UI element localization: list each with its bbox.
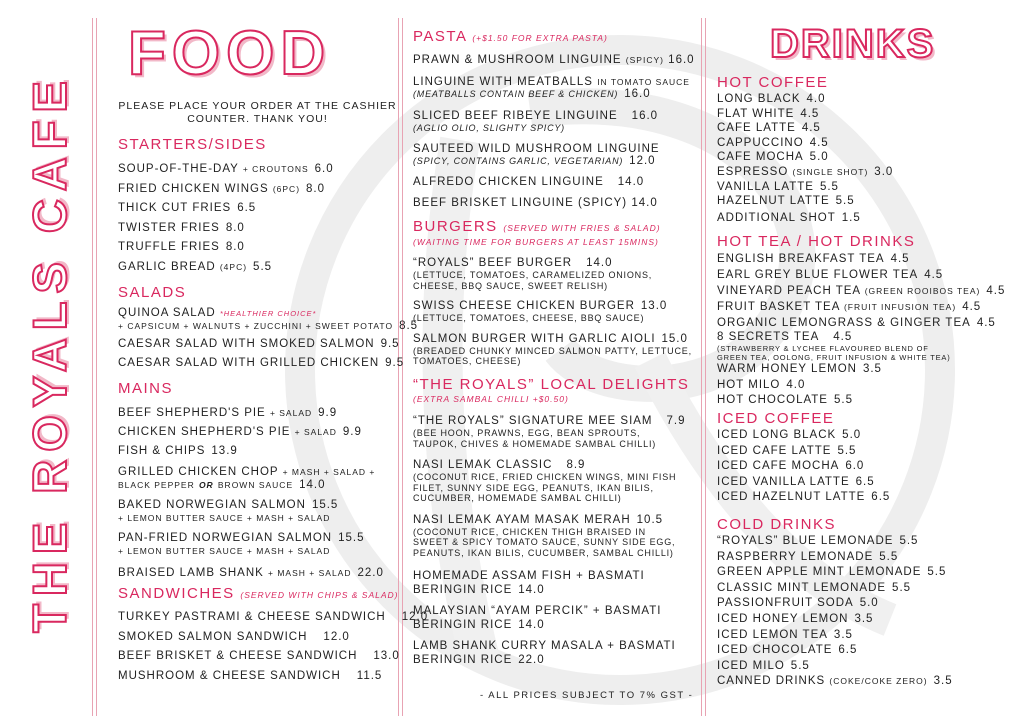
item-name: QUINOA SALAD [118, 307, 216, 319]
item-price: 13.0 [640, 300, 668, 312]
item-name: ORGANIC LEMONGRASS & GINGER TEA [717, 317, 971, 329]
menu-item [118, 404, 384, 423]
item-desc: (COCONUT RICE, CHICKEN THIGH BRAISED IN [413, 526, 646, 537]
item-name: HOMEMADE ASSAM FISH + BASMATI [413, 570, 645, 582]
item-desc: (LETTUCE, TOMATOES, CARAMELIZED ONIONS, [413, 270, 653, 280]
item-name: PAN-FRIED NORWEGIAN SALMON [118, 532, 333, 544]
item-price: 3.5 [862, 363, 882, 375]
item-name: BEEF SHEPHERD'S PIE [118, 407, 266, 419]
menu-item [413, 76, 698, 100]
menu-item [717, 643, 1017, 659]
item-name: CAFE MOCHA [717, 151, 804, 164]
menu-item [717, 136, 1017, 151]
item-name: ICED LEMON TEA [717, 628, 828, 641]
item-desc: TOMATOES, CHEESE) [413, 356, 522, 366]
item-price: 12.0 [401, 611, 429, 623]
item-price: 13.9 [211, 445, 238, 457]
item-extra: + CROUTONS [242, 164, 309, 174]
section-heading: ICED COFFEE [717, 410, 835, 427]
menu-item [118, 532, 384, 558]
menu-item [717, 490, 1017, 506]
item-price: 5.0 [809, 151, 829, 164]
item-price: 5.5 [927, 566, 947, 579]
item-price: 12.0 [629, 154, 656, 167]
item-name: SAUTEED WILD MUSHROOM LINGUINE [413, 142, 660, 155]
item-name: EARL GREY BLUE FLOWER TEA [717, 269, 919, 281]
menu-item [717, 596, 1017, 612]
item-price: 6.0 [845, 460, 865, 472]
item-desc: FILET, SUNNY SIDE EGG, PEANUTS, IKAN BILIS, [413, 482, 654, 493]
item-name: PASSIONFRUIT SODA [717, 597, 854, 610]
item-desc: (LETTUCE, TOMATOES, CHEESE, BBQ SAUCE) [413, 313, 645, 323]
menu-item [413, 415, 698, 449]
item-price: 16.0 [631, 110, 659, 122]
menu-item [717, 121, 1017, 136]
menu-item [118, 199, 334, 219]
item-price: 5.5 [819, 180, 839, 193]
menu-item [118, 160, 334, 180]
item-name: SMOKED SALMON SANDWICH [118, 630, 308, 643]
hot-coffee-section [717, 74, 1017, 226]
item-name: ICED MILO [717, 659, 785, 672]
item-price: 14.0 [586, 257, 613, 269]
item-price: 5.5 [833, 394, 853, 406]
section-heading: “THE ROYALS” LOCAL DELIGHTS [413, 376, 690, 393]
menu-item [118, 258, 334, 278]
item-extra: + MASH + SALAD + [282, 467, 376, 477]
menu-item [717, 194, 1017, 209]
item-price: 15.5 [311, 499, 339, 511]
item-extra: (GREEN ROOIBOS TEA) [864, 286, 981, 296]
item-extra: IN TOMATO SAUCE [597, 77, 690, 87]
menu-item [118, 219, 334, 239]
item-price: 6.5 [871, 491, 891, 503]
mains-section [118, 380, 384, 581]
item-price: 9.9 [342, 426, 362, 438]
menu-item [717, 107, 1017, 122]
item-price: 4.5 [801, 122, 821, 135]
item-name: TRUFFLE FRIES [118, 241, 220, 253]
item-price: 8.0 [225, 221, 245, 234]
menu-item [717, 283, 1017, 299]
item-price: 4.0 [806, 93, 826, 105]
menu-item [413, 514, 698, 559]
menu-item [118, 647, 428, 667]
healthier-hint: *HEALTHIER CHOICE* [219, 309, 317, 318]
item-name: LAMB SHANK CURRY MASALA + BASMATI [413, 640, 676, 652]
item-price: 22.0 [518, 654, 545, 666]
section-heading: HOT COFFEE [717, 74, 829, 91]
item-name: VINEYARD PEACH TEA [717, 285, 861, 297]
item-name: ICED HONEY LEMON [717, 612, 849, 625]
menu-item [717, 534, 1017, 550]
menu-item [717, 565, 1017, 581]
section-heading: SALADS [118, 284, 187, 301]
salads-section [118, 284, 418, 373]
item-price: 11.5 [356, 669, 383, 682]
item-price: 4.5 [976, 317, 996, 329]
item-price: 16.0 [624, 88, 651, 100]
item-price: 3.5 [933, 675, 953, 688]
item-desc: TAUPOK, CHIVES & HOMEMADE SAMBAL CHILLI) [413, 438, 657, 449]
item-name: NASI LEMAK AYAM MASAK MERAH [413, 513, 631, 526]
item-price: 15.5 [338, 532, 365, 544]
item-desc: (STRAWBERRY & LYCHEE FLAVOURED BLEND OF [717, 344, 929, 353]
item-price: 7.9 [666, 415, 686, 427]
food-title: FOOD [128, 19, 332, 88]
item-extra: (4PC) [219, 261, 248, 272]
item-name: BEEF BRISKET LINGUINE [413, 196, 574, 209]
pasta-section [413, 28, 698, 211]
section-heading: STARTERS/SIDES [118, 136, 267, 153]
item-desc: (BREADED CHUNKY MINCED SALMON PATTY, LETTUCE, [413, 345, 692, 356]
menu-item [717, 150, 1017, 165]
item-name: ICED CAFE MOCHA [717, 460, 840, 472]
item-name: “ROYALS” BEEF BURGER [413, 257, 573, 269]
menu-item [413, 196, 698, 211]
item-extra: BLACK PEPPER [118, 480, 195, 490]
item-desc: (COCONUT RICE, FRIED CHICKEN WINGS, MINI FISH [413, 472, 677, 482]
menu-item [717, 393, 1017, 409]
item-extra: + MASH + SALAD [268, 568, 352, 578]
item-name: ICED HAZELNUT LATTE [717, 491, 866, 503]
item-price: 5.5 [837, 444, 857, 457]
menu-item [717, 165, 1017, 180]
menu-item [413, 639, 698, 667]
item-extra: (SPICY) [577, 196, 628, 209]
item-price: 5.5 [879, 550, 899, 563]
item-name: BERINGIN RICE [413, 619, 513, 631]
item-price: 6.0 [314, 163, 334, 175]
item-name: BERINGIN RICE [413, 654, 513, 666]
menu-item [717, 92, 1017, 107]
section-heading: COLD DRINKS [717, 516, 837, 533]
item-name: LINGUINE WITH MEATBALLS [413, 76, 593, 88]
drinks-title: DRINKS [770, 22, 936, 66]
item-price: 9.5 [380, 338, 400, 350]
menu-item [118, 667, 428, 687]
menu-item [118, 335, 418, 354]
item-price: 5.5 [790, 659, 810, 672]
section-title: SANDWICHES [118, 585, 235, 602]
menu-item [413, 569, 698, 597]
drinks-title-block [770, 22, 935, 66]
section-heading: HOT TEA / HOT DRINKS [717, 233, 916, 250]
item-name: ICED VANILLA LATTE [717, 475, 850, 488]
menu-item [413, 257, 698, 291]
item-price: 4.5 [833, 331, 853, 343]
divider [705, 18, 706, 716]
item-price: 9.5 [385, 357, 405, 369]
item-name: HOT MILO [717, 378, 781, 391]
menu-item [118, 628, 428, 648]
item-name: LONG BLACK [717, 93, 801, 105]
item-name: ESPRESSO [717, 165, 789, 178]
item-name: TWISTER FRIES [118, 221, 220, 234]
item-name: CLASSIC MINT LEMONADE [717, 581, 887, 594]
section-note: (EXTRA SAMBAL CHILLI +$0.50) [413, 394, 569, 404]
item-price: 10.5 [636, 513, 664, 526]
item-name: ICED CAFE LATTE [717, 444, 832, 457]
item-desc: (AGLIO OLIO, SLIGHTY SPICY) [413, 123, 565, 133]
section-sub: (SERVED WITH CHIPS & SALAD) [240, 590, 399, 600]
item-extra: (COKE/COKE ZERO) [829, 676, 928, 687]
item-name: ALFREDO CHICKEN LINGUINE [413, 175, 604, 188]
item-desc: (MEATBALLS CONTAIN BEEF & CHICKEN) [413, 89, 619, 99]
item-price: 14.0 [631, 196, 658, 209]
menu-item [118, 423, 384, 442]
item-price: 12.0 [323, 630, 350, 643]
menu-item [717, 211, 1017, 226]
item-name: ADDITIONAL SHOT [717, 211, 836, 224]
divider [92, 18, 93, 716]
menu-item [717, 267, 1017, 283]
sandwiches-section [118, 585, 428, 686]
menu-item [413, 110, 698, 134]
item-extra: (SPICY) [625, 55, 664, 65]
item-name: CAESAR SALAD WITH SMOKED SALMON [118, 338, 375, 350]
item-price: 3.5 [833, 628, 853, 641]
section-title: BURGERS [413, 218, 498, 235]
menu-item [717, 581, 1017, 597]
item-price: 8.0 [225, 241, 245, 253]
item-price: 5.0 [859, 597, 879, 610]
cafe-vertical-title: THE ROYALS CAFE [23, 73, 76, 633]
menu-item [118, 566, 384, 581]
menu-item [413, 300, 698, 324]
item-name: CANNED DRINKS [717, 675, 826, 688]
item-name: 8 SECRETS TEA [717, 331, 820, 343]
item-extra: + SALAD [294, 427, 337, 437]
item-desc: SWEET & SPICY TOMATO SAUCE, SUNNY SIDE EGG, [413, 537, 676, 547]
menu-item [717, 378, 1017, 394]
item-price: 22.0 [357, 567, 384, 579]
menu-item [717, 299, 1017, 315]
item-name: “THE ROYALS” SIGNATURE MEE SIAM [413, 415, 653, 427]
menu-item [717, 331, 1017, 362]
menu-item [118, 180, 334, 200]
menu-item [717, 444, 1017, 460]
menu-item [118, 238, 334, 258]
notice-line: COUNTER. THANK YOU! [187, 113, 328, 125]
item-price: 4.5 [986, 285, 1006, 297]
food-column [118, 19, 393, 88]
cold-drinks-section [717, 516, 1017, 690]
menu-item [118, 466, 384, 492]
item-price: 8.5 [399, 320, 419, 332]
item-name: FISH & CHIPS [118, 445, 206, 457]
item-price: 4.0 [786, 378, 806, 391]
section-note: (WAITING TIME FOR BURGERS AT LEAST 15MINS) [413, 237, 659, 247]
item-price: 5.5 [892, 581, 912, 594]
section-heading [413, 28, 698, 47]
item-name: ICED CHOCOLATE [717, 644, 833, 657]
item-price: 14.0 [299, 479, 326, 491]
menu-item [717, 315, 1017, 331]
menu-item [717, 550, 1017, 566]
section-sub: (SERVED WITH FRIES & SALAD) [503, 223, 661, 233]
item-name: ICED LONG BLACK [717, 429, 837, 441]
local-delights-section [413, 376, 698, 667]
burgers-section [413, 218, 698, 367]
item-price: 14.0 [617, 175, 645, 188]
item-desc: CHEESE, BBQ SAUCE, SWEET RELISH) [413, 280, 608, 291]
menu-item [717, 459, 1017, 475]
item-extra: (FRUIT INFUSION TEA) [843, 302, 957, 312]
item-desc: PEANUTS, IKAN BILIS, CUCUMBER, SAMBAL CHILLI) [413, 547, 674, 558]
item-extra: BROWN SAUCE [217, 480, 294, 490]
item-price: 5.0 [842, 429, 862, 441]
item-name: PRAWN & MUSHROOM LINGUINE [413, 54, 622, 66]
menu-item [717, 674, 1017, 690]
item-price: 5.5 [253, 260, 273, 273]
item-name: BAKED NORWEGIAN SALMON [118, 499, 306, 511]
item-price: 4.5 [890, 253, 910, 265]
item-name: SALMON BURGER WITH GARLIC AIOLI [413, 332, 656, 345]
section-heading [413, 218, 698, 237]
menu-item [413, 459, 698, 504]
notice-line: PLEASE PLACE YOUR ORDER AT THE CASHIER [118, 100, 397, 112]
menu-item [717, 180, 1017, 195]
item-name: GREEN APPLE MINT LEMONADE [717, 566, 922, 579]
item-price: 6.5 [855, 475, 875, 488]
item-name: GRILLED CHICKEN CHOP [118, 466, 279, 478]
item-name: TURKEY PASTRAMI & CHEESE SANDWICH [118, 611, 386, 623]
item-price: 4.5 [809, 136, 829, 149]
item-name: SLICED BEEF RIBEYE LINGUINE [413, 110, 618, 122]
item-price: 9.9 [318, 407, 338, 419]
menu-item [118, 354, 418, 373]
section-heading [118, 585, 428, 604]
section-title: PASTA [413, 28, 467, 45]
item-price: 16.0 [668, 54, 695, 66]
item-name: BRAISED LAMB SHANK [118, 567, 264, 579]
item-name: CAESAR SALAD WITH GRILLED CHICKEN [118, 357, 380, 369]
starters-section [118, 136, 334, 277]
section-heading: MAINS [118, 380, 174, 397]
item-price: 4.5 [924, 269, 944, 281]
menu-item [717, 659, 1017, 675]
item-name: SOUP-OF-THE-DAY [118, 163, 239, 175]
item-name: THICK CUT FRIES [118, 202, 232, 214]
item-name: HOT CHOCOLATE [717, 394, 828, 406]
item-desc: GREEN TEA, OOLONG, FRUIT INFUSION & WHITE TEA) [717, 353, 951, 362]
item-name: CAPPUCCINO [717, 136, 804, 149]
item-name: MALAYSIAN “AYAM PERCIK” + BASMATI [413, 605, 662, 617]
item-price: 8.0 [306, 182, 326, 195]
item-price: 13.0 [373, 650, 400, 662]
menu-item [413, 604, 698, 632]
item-price: 8.9 [566, 459, 586, 471]
item-extra: + SALAD [269, 408, 313, 418]
item-desc: CUCUMBER, HOMEMADE SAMBAL CHILLI) [413, 493, 622, 503]
menu-item [413, 333, 698, 367]
item-name: BERINGIN RICE [413, 584, 513, 596]
menu-item [413, 175, 698, 190]
item-price: 14.0 [518, 619, 545, 631]
menu-item [413, 53, 698, 68]
item-extra: (SINGLE SHOT) [792, 166, 869, 177]
item-desc: (BEE HOON, PRAWNS, EGG, BEAN SPROUTS, [413, 428, 641, 438]
item-name: FRUIT BASKET TEA [717, 301, 840, 313]
divider [701, 18, 702, 716]
menu-item [717, 475, 1017, 491]
item-price: 6.5 [237, 202, 257, 214]
item-price: 5.5 [899, 535, 919, 547]
menu-item [717, 251, 1017, 267]
menu-item [118, 499, 384, 525]
item-name: NASI LEMAK CLASSIC [413, 459, 553, 471]
item-extra: + CAPSICUM + WALNUTS + ZUCCHINI + SWEET POTATO [118, 321, 394, 331]
menu-item [118, 442, 384, 461]
item-price: 3.5 [854, 612, 874, 625]
item-extra: (6PC) [272, 183, 301, 194]
item-name: BEEF BRISKET & CHEESE SANDWICH [118, 650, 358, 662]
item-name: RASPBERRY LEMONADE [717, 550, 874, 563]
item-price: 14.0 [518, 584, 545, 596]
item-name: GARLIC BREAD [118, 260, 216, 273]
item-price: 6.5 [838, 644, 858, 657]
item-price: 1.5 [841, 211, 861, 224]
menu-item [717, 362, 1017, 378]
item-extra: + LEMON BUTTER SAUCE + MASH + SALAD [118, 546, 331, 556]
item-name: “ROYALS” BLUE LEMONADE [717, 535, 894, 547]
iced-coffee-section [717, 410, 1017, 506]
item-name: MUSHROOM & CHEESE SANDWICH [118, 669, 341, 682]
item-price: 4.5 [962, 301, 982, 313]
menu-item [118, 608, 428, 628]
item-price: 15.0 [661, 332, 688, 345]
item-name: FRIED CHICKEN WINGS [118, 182, 269, 195]
quinoa-item [118, 307, 418, 332]
item-name: ENGLISH BREAKFAST TEA [717, 253, 885, 265]
item-name: CAFE LATTE [717, 122, 796, 135]
section-sub: (+$1.50 FOR EXTRA PASTA) [472, 33, 608, 43]
item-extra: + LEMON BUTTER SAUCE + MASH + SALAD [118, 513, 331, 523]
item-name: SWISS CHEESE CHICKEN BURGER [413, 300, 635, 312]
item-name: CHICKEN SHEPHERD'S PIE [118, 426, 291, 438]
divider [96, 18, 97, 716]
order-notice [115, 100, 400, 126]
item-desc: (SPICY, CONTAINS GARLIC, VEGETARIAN) [413, 155, 624, 166]
menu-item [717, 428, 1017, 444]
item-price: 5.5 [835, 195, 855, 208]
item-name: FLAT WHITE [717, 107, 795, 120]
item-price: 3.0 [874, 165, 894, 178]
item-price: 4.5 [800, 107, 820, 120]
gst-footer: - ALL PRICES SUBJECT TO 7% GST - [480, 690, 694, 701]
item-name: WARM HONEY LEMON [717, 363, 857, 375]
menu-item [413, 143, 698, 167]
hot-tea-section [717, 233, 1017, 409]
item-extra: OR [198, 480, 214, 490]
item-name: HAZELNUT LATTE [717, 195, 830, 208]
menu-item [717, 612, 1017, 628]
item-name: VANILLA LATTE [717, 180, 814, 193]
menu-item [717, 628, 1017, 644]
